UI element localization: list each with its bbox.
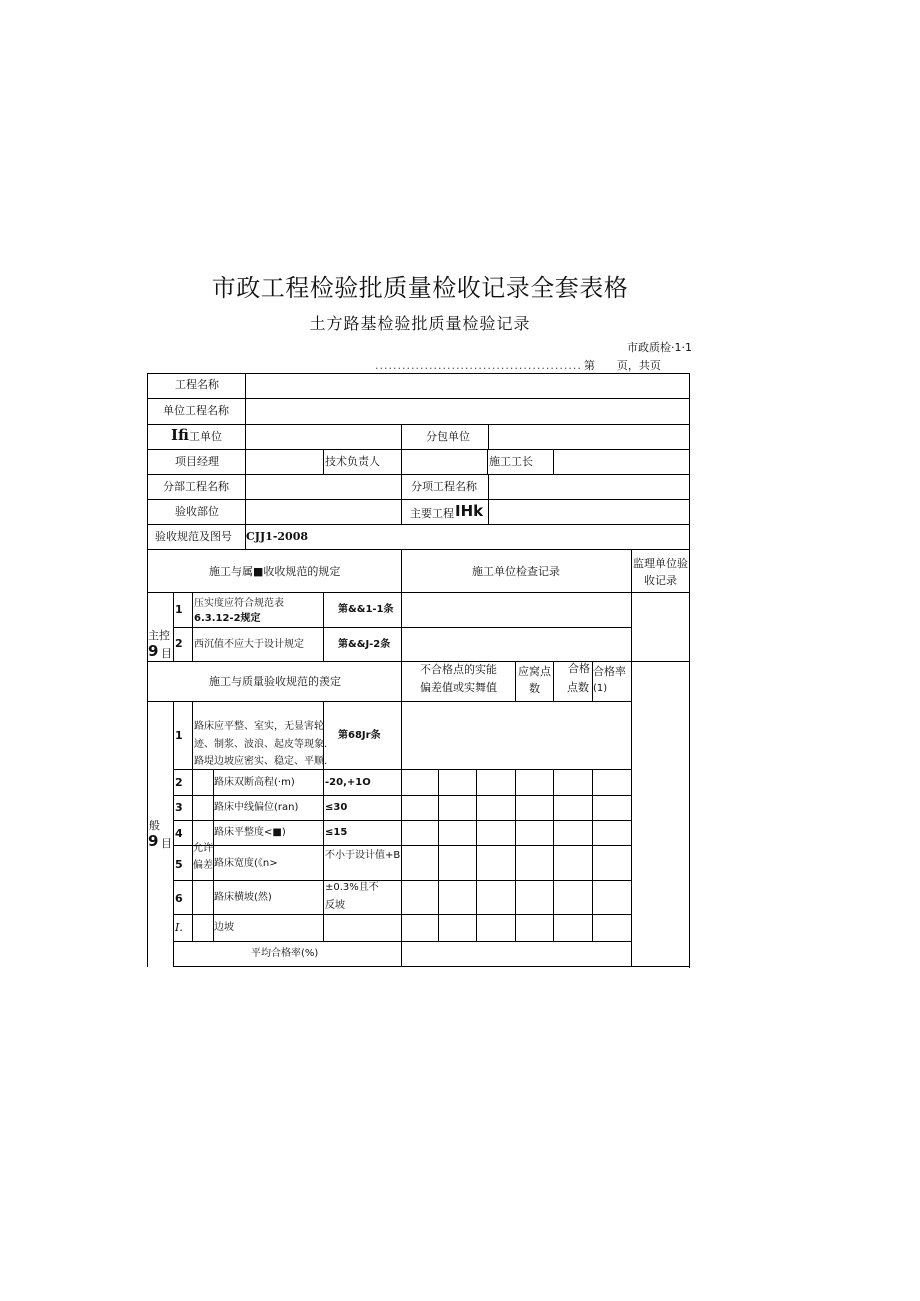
table-border	[173, 701, 174, 967]
general-item-name: 路床横坡(然)	[214, 892, 272, 903]
general-item-no: I.	[175, 921, 183, 934]
table-border	[631, 549, 632, 966]
table-border	[147, 474, 690, 475]
general-header-points: 数	[529, 682, 540, 695]
table-border	[147, 449, 690, 450]
general-item-name: 路床平整度<■)	[214, 827, 286, 838]
label-acceptance-standard: 验收规范及图号	[155, 530, 232, 543]
table-border	[488, 424, 489, 449]
table-border	[323, 449, 324, 474]
table-border	[147, 592, 690, 593]
general-header-spec-rule: 施工与质量验收规范的羡定	[209, 675, 341, 688]
page-subtitle: 土方路基检验批质量检验记录	[309, 314, 531, 333]
table-border	[147, 701, 631, 702]
general-item-no: 2	[175, 776, 183, 789]
table-border	[515, 661, 516, 701]
general-item-no: 3	[175, 801, 183, 814]
label-acceptance-part: 验收部位	[175, 505, 219, 518]
table-border	[323, 592, 324, 661]
table-border	[553, 449, 554, 474]
table-border	[147, 524, 690, 525]
label-construction-foreman: 施工工长	[489, 455, 533, 468]
general-item-desc: 迹、制浆、波浪、起皮等现象.	[194, 739, 328, 750]
main-item-desc: 压实度应符合规范表	[194, 598, 284, 609]
table-border	[147, 661, 690, 662]
table-border	[147, 549, 690, 550]
label-subitem-project-name: 分项工程名称	[411, 480, 477, 493]
general-header-rate: (1)	[593, 683, 608, 694]
general-item-value: ±0.3%且不	[325, 882, 379, 893]
table-border	[689, 373, 690, 968]
allowable-deviation-label: 允许	[193, 843, 213, 854]
table-border	[487, 449, 488, 474]
page-label-total: 页，共页	[616, 359, 661, 372]
table-border	[147, 373, 690, 374]
table-border	[192, 701, 193, 941]
general-item-value: 不小于设计值+B	[325, 850, 401, 861]
general-item-value: ≤30	[325, 802, 348, 813]
table-border	[173, 966, 690, 967]
general-header-points: 应窝点	[518, 665, 551, 678]
average-pass-rate-label: 平均合格率(%)	[251, 948, 319, 959]
general-header-rate: 合格率	[593, 665, 626, 678]
table-border	[147, 373, 148, 967]
main-item-clause: 第&&1-1条	[338, 604, 394, 615]
main-item-clause: 第&&J-2条	[338, 639, 391, 650]
table-border	[173, 592, 174, 661]
table-border	[401, 424, 402, 524]
general-item-name: 路床双断高程(·m)	[214, 777, 295, 788]
label-project-name: 工程名称	[175, 378, 219, 391]
table-border	[173, 880, 631, 881]
header-supervision-line1: 监理单位验	[633, 557, 688, 570]
allowable-deviation-label: 偏差	[193, 860, 213, 871]
general-header-deviation: 偏差值或实舞值	[420, 681, 497, 694]
general-item-name: 路床中线偏位(ran)	[214, 802, 299, 813]
table-border	[515, 769, 516, 941]
table-border	[192, 592, 193, 661]
table-border	[173, 627, 631, 628]
general-header-deviation: 不合格点的实能	[420, 663, 497, 676]
label-subcontract-unit: 分包单位	[426, 430, 470, 443]
acceptance-standard-value: CJJ1-2008	[246, 530, 308, 543]
general-item-value: 反坡	[325, 900, 345, 911]
header-supervision-line2: 收记录	[644, 574, 677, 587]
general-item-desc: 路床应平整、室实，无显害轮	[194, 721, 324, 732]
table-border	[592, 769, 593, 941]
table-border	[438, 769, 439, 941]
header-spec-rule: 施工与属■收收规范的规定	[209, 565, 341, 578]
table-border	[147, 424, 690, 425]
main-control-label-mu: 目	[161, 647, 172, 660]
dot-leader: ..............................................	[375, 359, 582, 372]
general-item-no: 4	[175, 827, 183, 840]
table-border	[401, 549, 402, 966]
page-label-di: 第	[583, 359, 595, 372]
main-item-no: 1	[175, 603, 183, 616]
label-main-work-suffix: IHk	[455, 502, 484, 520]
table-border	[173, 914, 631, 915]
page-number-line	[375, 357, 693, 373]
main-item-no: 2	[175, 637, 183, 650]
main-control-label-num: 9	[148, 642, 159, 660]
table-border	[173, 845, 631, 846]
table-border	[488, 474, 489, 524]
label-unit-project-name: 单位工程名称	[163, 404, 229, 417]
label-division-project-name: 分部工程名称	[163, 480, 229, 493]
general-item-no: 6	[175, 892, 183, 905]
table-border	[213, 769, 214, 941]
table-border	[553, 769, 554, 941]
table-border	[173, 769, 631, 770]
general-item-name: 路床宽度(《n>	[214, 858, 278, 869]
general-header-pass: 合格	[568, 662, 590, 675]
general-header-pass: 点数	[567, 681, 589, 694]
general-item-no: 1	[175, 729, 183, 742]
main-item-desc: 6.3.12-2规定	[194, 613, 261, 624]
table-border	[476, 769, 477, 941]
main-item-desc: 西沉值不应大于设计规定	[194, 639, 304, 650]
label-main-work-prefix: 主要工程	[410, 507, 454, 520]
general-label-mu: 目	[161, 837, 172, 850]
general-label: 般	[149, 819, 160, 832]
general-item-value: -20,+1O	[325, 777, 371, 788]
table-border	[245, 373, 246, 549]
general-item-name: 边坡	[214, 922, 234, 933]
label-tech-lead: 技术负责人	[325, 455, 380, 468]
general-item-no: 5	[175, 858, 183, 871]
general-item-value: ≤15	[325, 827, 348, 838]
table-border	[553, 661, 554, 701]
table-border	[173, 820, 631, 821]
table-border	[147, 499, 690, 500]
table-border	[173, 795, 631, 796]
label-construction-unit: 工单位	[189, 430, 222, 443]
main-control-label: 主控	[148, 629, 170, 642]
general-label-num: 9	[148, 832, 159, 850]
form-code: 市政质检·1·1	[627, 341, 692, 354]
label-project-manager: 项目经理	[175, 455, 219, 468]
header-construction-check: 施工单位检查记录	[472, 565, 560, 578]
general-item-desc: 路堤边坡应密实、稳定、平顺.	[194, 756, 328, 767]
label-construction-unit-prefix: Ifi	[171, 426, 189, 444]
general-item-clause: 第68Jr条	[338, 730, 381, 741]
table-border	[147, 398, 690, 399]
page-title: 市政工程检验批质量检收记录全套表格	[211, 274, 629, 302]
table-border	[173, 941, 631, 942]
